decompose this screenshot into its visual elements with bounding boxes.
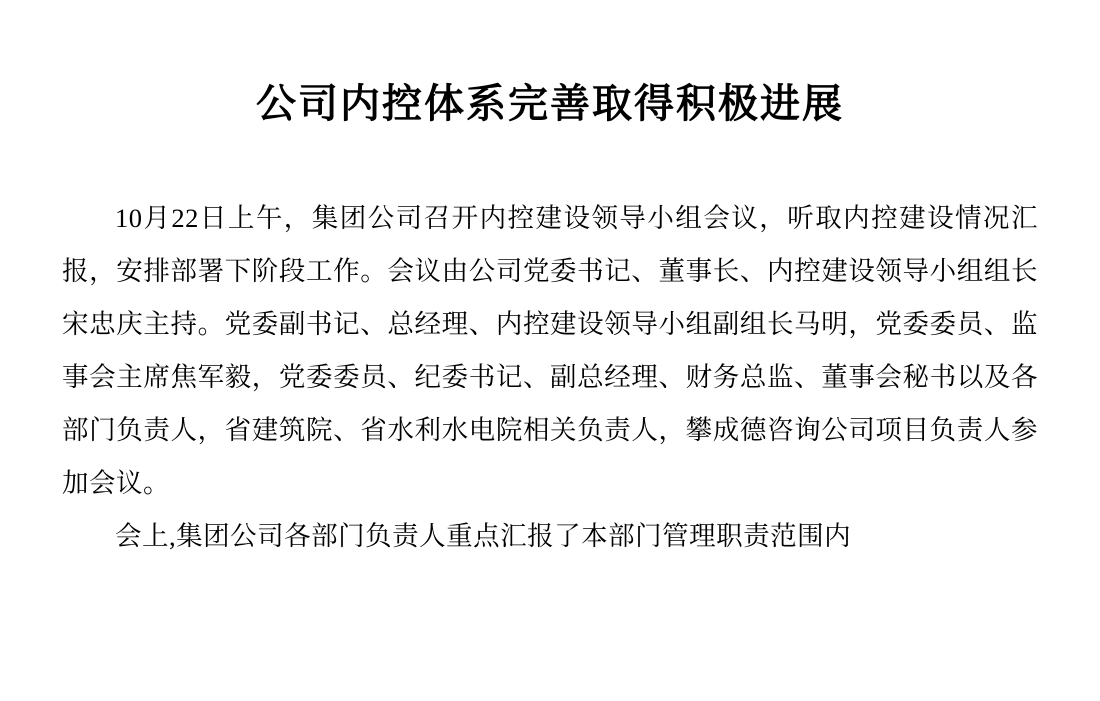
paragraph: 10月22日上午，集团公司召开内控建设领导小组会议，听取内控建设情况汇报，安排部署下阶段工作。会议由公司党委书记、董事长、内控建设领导小组组长宋忠庆主持。党委副书记、总经理、内控建设领导小组副组长马明，党委委员、监事会主席焦军毅，党委委员、纪委书记、副总经理、财务总监、董事会秘书以及各部门负责人，省建筑院、省水利水电院相关负责人，攀成德咨询公司项目负责人参加会议。 <box>62 203 1038 498</box>
document-body <box>62 192 1038 563</box>
paragraph: 会上,集团公司各部门负责人重点汇报了本部门管理职责范围内 <box>115 521 852 551</box>
page-title: 公司内控体系完善取得积极进展 <box>256 81 844 126</box>
